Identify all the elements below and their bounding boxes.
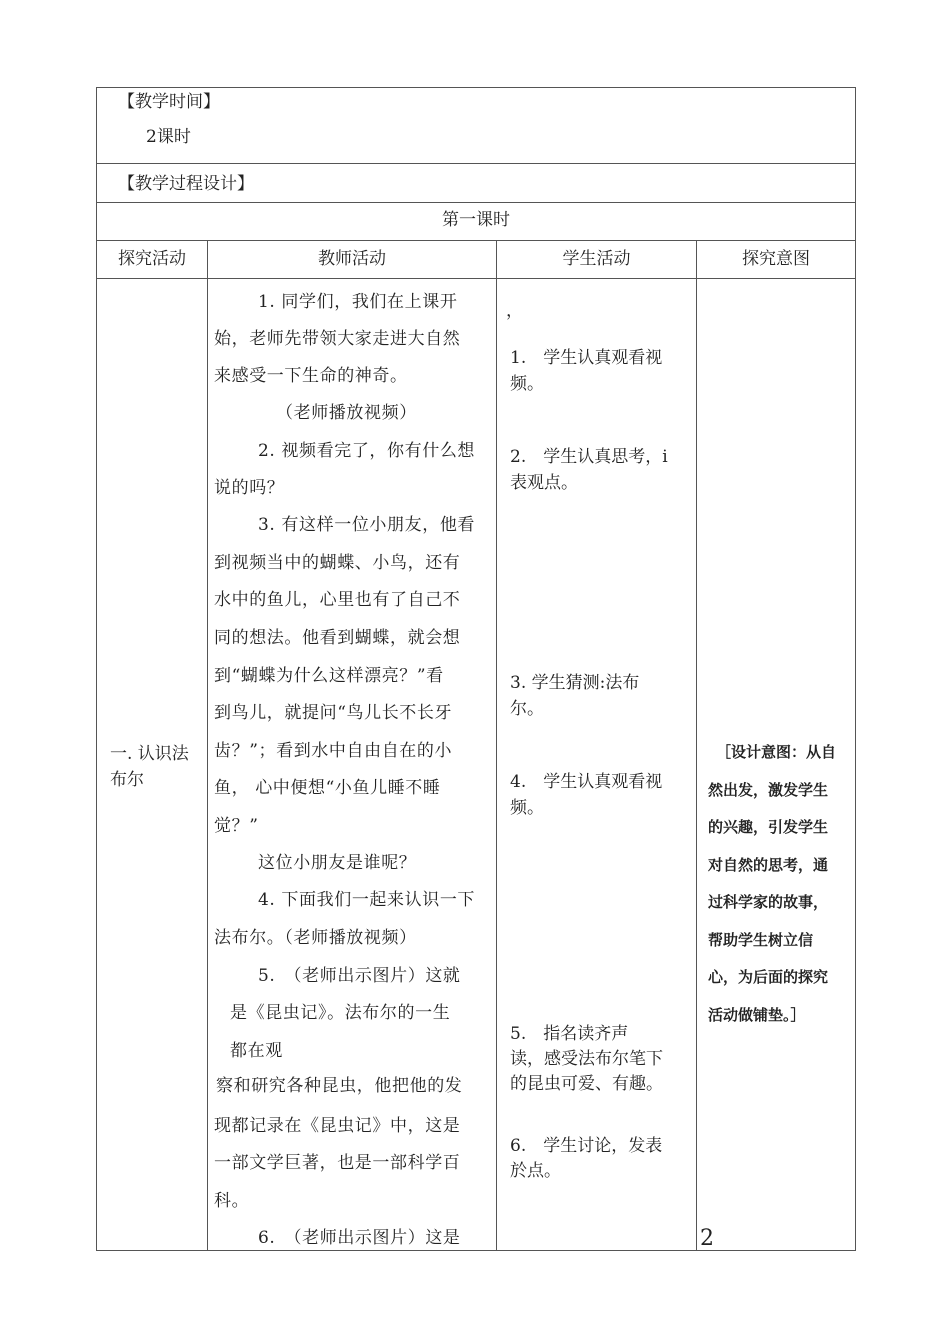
teacher-line: （老师播放视频） xyxy=(276,403,417,423)
student-line: 频。 xyxy=(510,798,544,818)
teacher-line: 到鸟儿，就提问“鸟儿长不长牙 xyxy=(214,703,453,723)
student-line: 6. 学生讨论，发表 xyxy=(510,1136,663,1156)
student-line: 读，感受法布尔笔下 xyxy=(510,1049,663,1069)
teacher-line: 科。 xyxy=(214,1191,250,1211)
col-divider-3 xyxy=(696,240,697,1250)
process-design-label: 【教学过程设计】 xyxy=(118,174,254,194)
teacher-line: 2. 视频看完了，你有什么想 xyxy=(258,441,476,461)
row-divider-3 xyxy=(96,240,856,241)
teacher-line: 这位小朋友是谁呢？ xyxy=(258,853,417,873)
table-border-top xyxy=(96,87,856,88)
col-divider-2 xyxy=(496,240,497,1250)
teacher-line: 3. 有这样一位小朋友，他看 xyxy=(258,515,476,535)
column-header-activity: 探究活动 xyxy=(118,249,186,269)
column-header-teacher: 教师活动 xyxy=(318,249,386,269)
teacher-line: 一部文学巨著，也是一部科学百 xyxy=(214,1153,461,1173)
student-line: 5. 指名读齐声 xyxy=(510,1024,629,1044)
row-divider-1 xyxy=(96,163,856,164)
teacher-line: 来感受一下生命的神奇。 xyxy=(214,366,408,386)
teacher-line: 都在观 xyxy=(230,1041,283,1061)
intent-line: 过科学家的故事， xyxy=(708,893,829,911)
teacher-line: 6. （老师出示图片）这是 xyxy=(258,1228,461,1248)
intent-line: 心，为后面的探究 xyxy=(708,968,829,986)
activity-name-line2: 布尔 xyxy=(110,770,144,790)
activity-name-line1: 一. 认识法 xyxy=(110,744,189,764)
design-intent-text xyxy=(708,734,848,1034)
teacher-line: 同的想法。他看到蝴蝶，就会想 xyxy=(214,628,461,648)
teaching-time-value: 2课时 xyxy=(146,127,191,147)
student-line: ， xyxy=(506,301,523,321)
col-divider-1 xyxy=(207,240,208,1250)
teacher-line: 1. 同学们，我们在上课开 xyxy=(258,292,458,312)
student-line: 2. 学生认真思考，i xyxy=(510,447,668,467)
teacher-line: 4. 下面我们一起来认识一下 xyxy=(258,890,476,910)
teacher-line: 法布尔。（老师播放视频） xyxy=(214,928,417,948)
student-line: 於点。 xyxy=(510,1161,561,1181)
student-line: 3. 学生猜测:法布 xyxy=(510,673,640,693)
teacher-line: 到视频当中的蝴蝶、小鸟，还有 xyxy=(214,553,461,573)
teacher-line: 觉？” xyxy=(214,816,259,836)
student-line: 4. 学生认真观看视 xyxy=(510,772,663,792)
teacher-line: 齿？”；看到水中自由自在的小 xyxy=(214,741,453,761)
intent-line: ［设计意图：从自 xyxy=(716,743,837,761)
teacher-line: 始，老师先带领大家走进大自然 xyxy=(214,329,461,349)
intent-line: 帮助学生树立信 xyxy=(708,930,814,949)
intent-line: 对自然的思考，通 xyxy=(708,855,829,874)
student-line: 表观点。 xyxy=(510,473,578,493)
teacher-line: 5. （老师出示图片）这就 xyxy=(258,966,461,986)
teaching-time-label: 【教学时间】 xyxy=(118,92,220,112)
row-divider-4 xyxy=(96,278,856,279)
student-line: 的昆虫可爱、有趣。 xyxy=(510,1074,663,1094)
student-line: 1. 学生认真观看视 xyxy=(510,348,663,368)
page-number: 2 xyxy=(700,1226,714,1251)
intent-line: 的兴趣，引发学生 xyxy=(708,818,829,836)
student-line: 尔。 xyxy=(510,699,544,719)
student-line: 频。 xyxy=(510,374,544,394)
teacher-line: 现都记录在《昆虫记》中，这是 xyxy=(214,1116,461,1136)
teacher-line: 说的吗？ xyxy=(214,478,285,498)
teacher-line: 是《昆虫记》。法布尔的一生 xyxy=(230,1003,451,1023)
row-divider-2 xyxy=(96,202,856,203)
teacher-line: 到“蝴蝶为什么这样漂亮？”看 xyxy=(214,666,444,686)
teacher-line: 水中的鱼儿，心里也有了自己不 xyxy=(214,590,461,610)
lesson-title: 第一课时 xyxy=(442,210,510,230)
column-header-student: 学生活动 xyxy=(562,249,631,269)
column-header-intent: 探究意图 xyxy=(742,249,810,269)
intent-line: 活动做铺垫。］ xyxy=(708,1005,806,1024)
teacher-line: 鱼， 心中便想“小鱼儿睡不睡 xyxy=(214,778,441,798)
teacher-line: 察和研究各种昆虫，他把他的发 xyxy=(216,1076,463,1096)
table-border-bottom xyxy=(96,1250,856,1251)
table-border-right xyxy=(855,87,856,1250)
intent-line: 然出发，激发学生 xyxy=(708,780,829,799)
